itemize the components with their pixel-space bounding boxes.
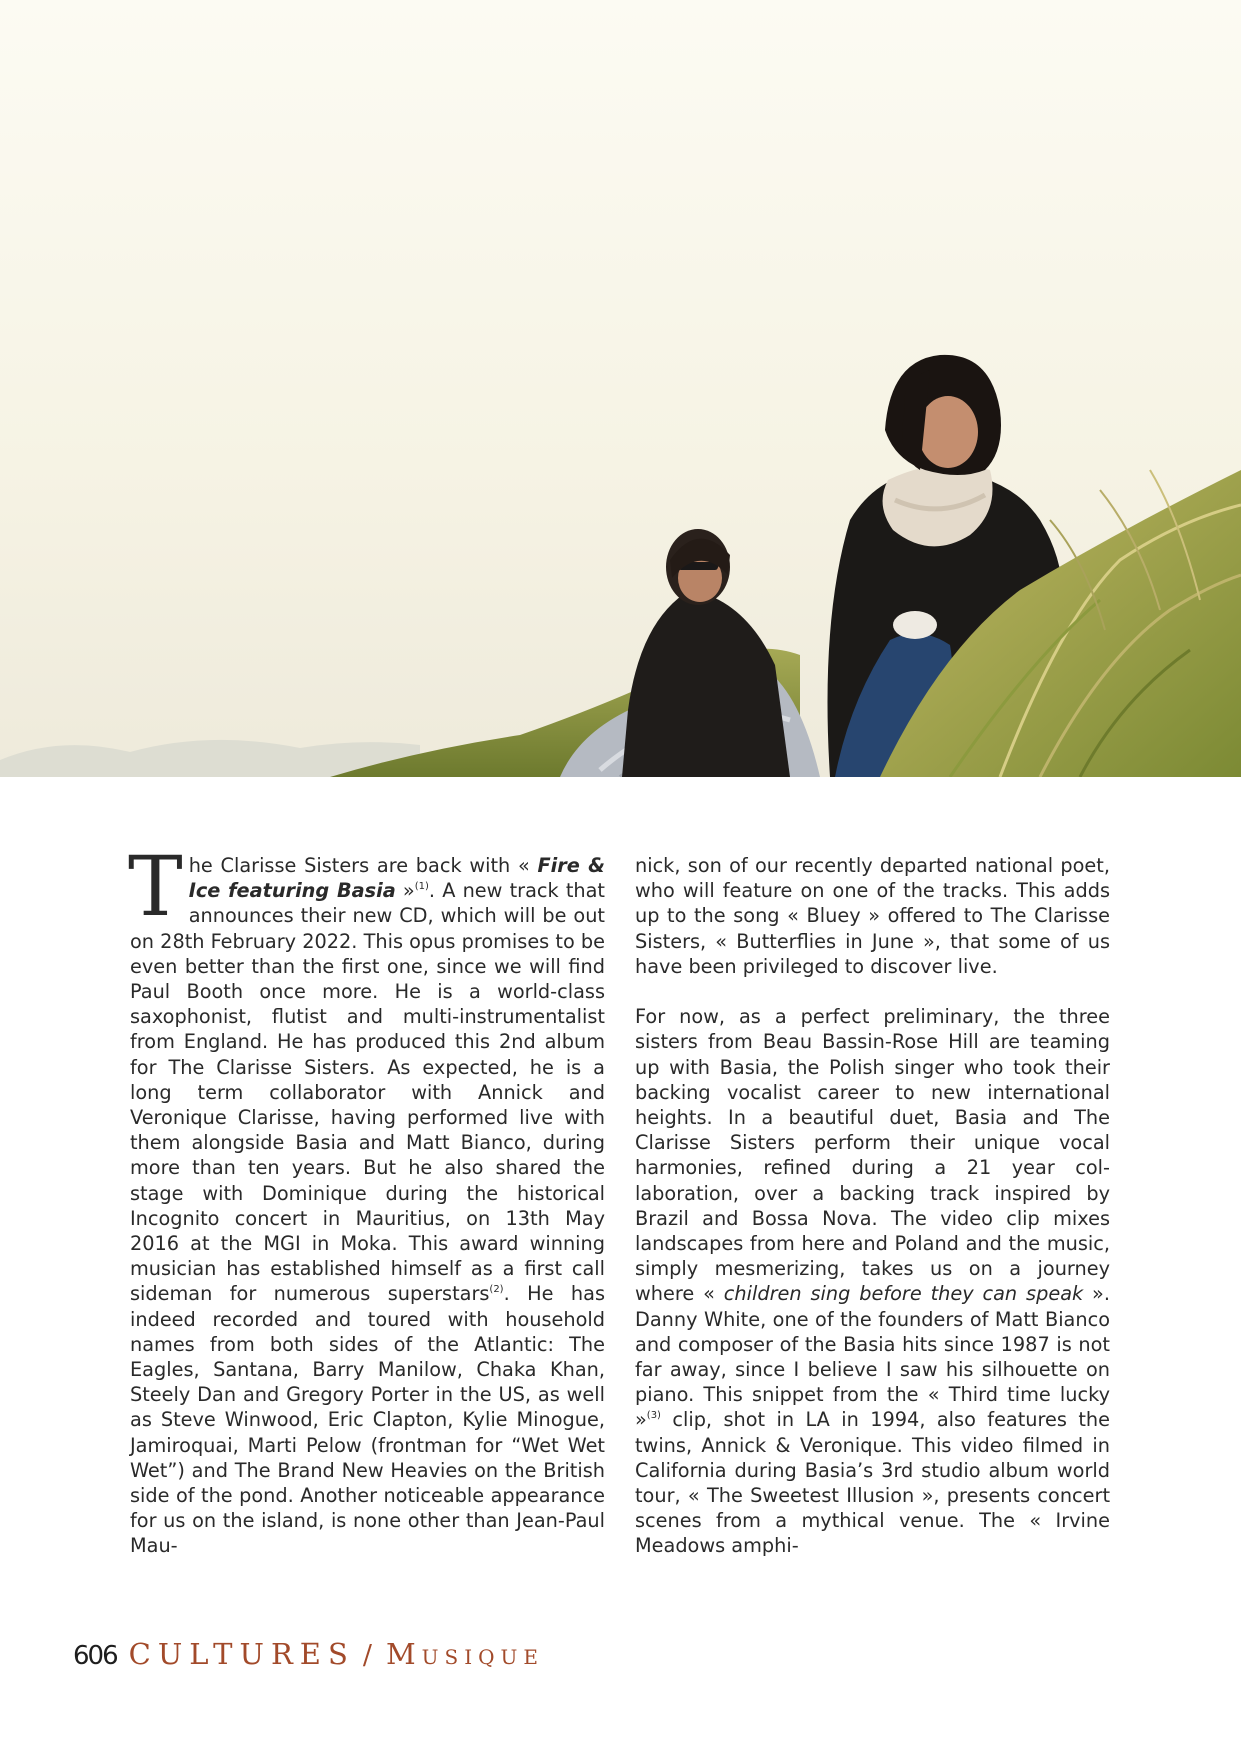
paragraph-text: clip, shot in LA in 1994, also features the twins, Annick & Veronique. This video filmed in California during Basia’s 3rd studio album world tour, « The Sweetest Illusion », presents concert scenes from a mythical venue. The « Irvine Meadows amphi- [635,1408,1110,1558]
paragraph-text: . He has indeed recorded and toured with household names from both sides of the Atlantic: The Eagles, Santana, Barry Manilow, Chaka Khan, Steely Dan and Gregory Porter in the US, as well as Steve Winwood, Eric Clapton, Kylie Minogue, Jamiroquai, Marti Pelow (frontman for “Wet Wet Wet”) and The Brand New Heavies on the British side of the pond. Another noticeable appearance for us on the island, is none other than Jean-Paul Mau- [130,1282,605,1558]
paragraph-text: . A new track that announces their new CD, which will be out on 28th February 2022. This opus promises to be even better than the first one, since we will find Paul Booth once more. He is a world-class saxophonist, flutist and multi-instrumentalist from England. He has produced this 2nd album for The Clarisse Sisters. As expected, he is a long term collaborator with Annick and Veronique Clarisse, having performed live with them alongside Basia and Matt Bianco, during more than ten years. But he also shared the stage with Dominique during the historical Incognito concert in Mauritius, on 13th May 2016 at the MGI in Moka. This award winning musician has established himself as a first call sideman for numerous superstars [130,879,605,1306]
article-paragraph [128,840,605,1559]
paragraph-text: For now, as a perfect preliminary, the three sisters from Beau Bassin-Rose Hill are teaming up with Basia, the Polish singer who took their backing vocalist career to new international heights. In a beautiful duet, Basia and The Clarisse Sisters perform their unique vocal harmonies, refined during a 21 year collaboration, over a backing track inspired by Brazil and Bossa Nova. The video clip mixes landscapes from here and Poland and the music, simply mesmerizing, takes us on a journey where « [635,1005,1110,1306]
quote-text: children sing before they can speak [723,1282,1084,1306]
woman-left-figure [622,529,790,777]
page-footer [73,1637,544,1677]
paragraph-text: he Clarisse Sisters are back with « [188,854,538,877]
section-separator: / [362,1640,372,1671]
section-title: CULTURES [128,1637,355,1671]
photo-illustration [0,0,1241,777]
article-paragraph: nick, son of our recently departed national poet, who will feature on one of the tracks. This adds up to the song « Bluey » offered to The Clarisse Sisters, « Butterflies in June », that some of us have been privileged to discover live. [635,854,1110,978]
header-photo [0,0,1241,777]
song-title: Fire & Ice featuring Basia [188,854,605,903]
subsection-title: Musique [385,1637,544,1671]
footnote-ref: (2) [489,1284,504,1296]
article-paragraph [635,1004,1110,1558]
article-column-left [128,840,605,1559]
footnote-ref: (3) [646,1410,661,1422]
footnote-ref: (1) [414,881,429,893]
paragraph-text: » [395,879,415,903]
article-column-right [635,853,1110,1559]
paragraph-text: ». Danny White, one of the founders of Matt Bianco and composer of the Basia hits since 1987 is not far away, since I believe I saw his silhouette on piano. This snippet from the « Third time lucky » [635,1282,1110,1432]
page-number: 606 [73,1641,117,1671]
drop-cap: T [128,840,183,935]
